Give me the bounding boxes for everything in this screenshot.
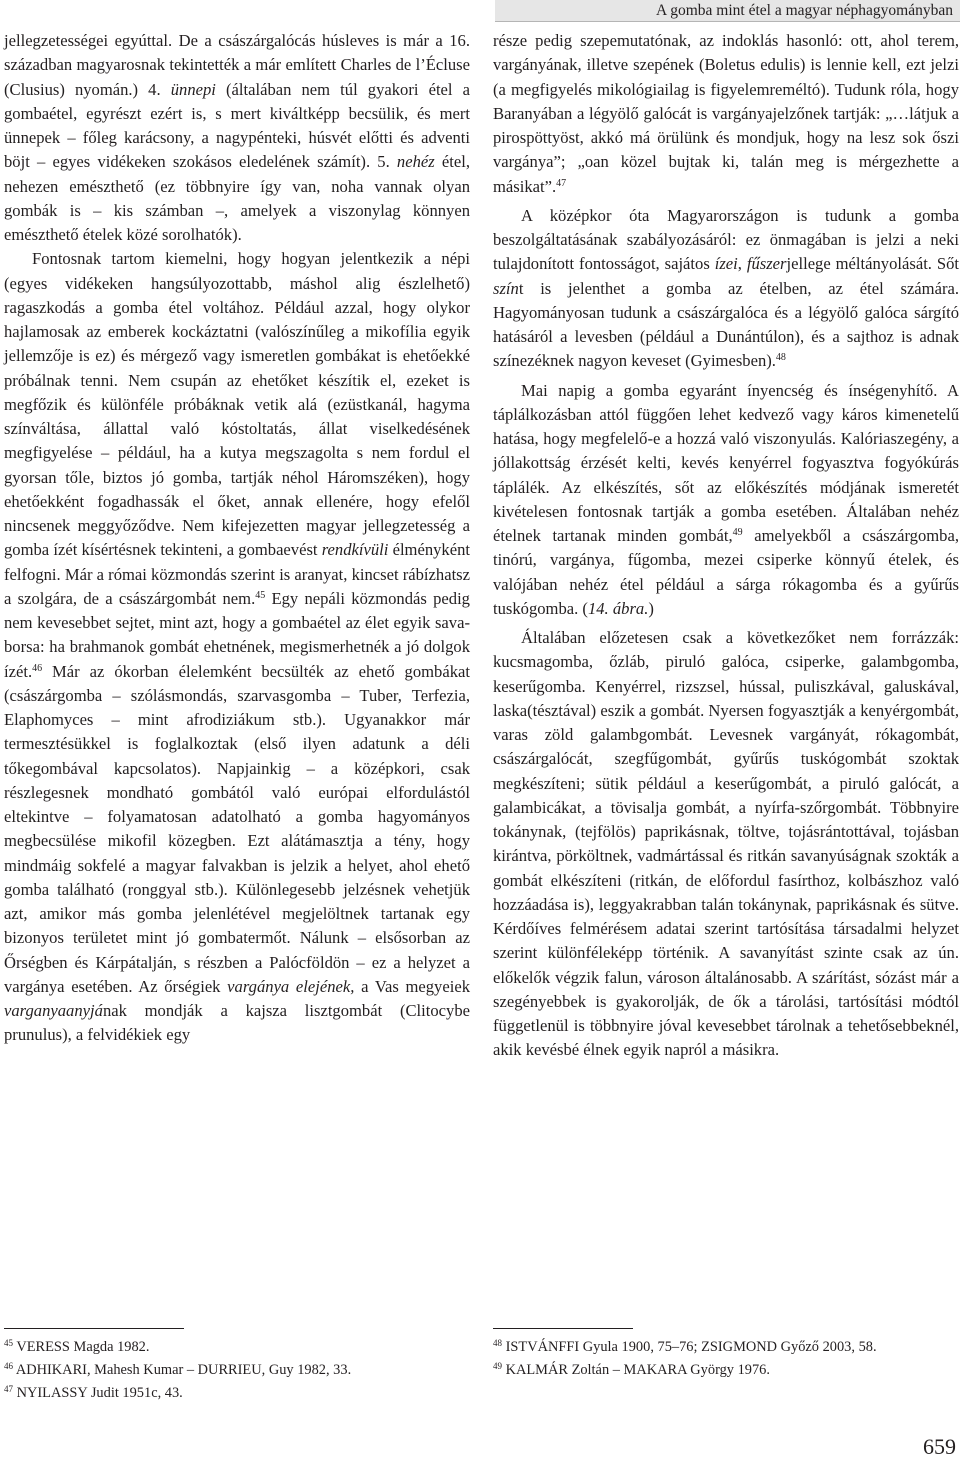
footnote: $^{45}$ VERESS Magda 1982. — [4, 1338, 150, 1355]
paragraph: Mai napig a gomba egyaránt ínyencség és ínségenyhítő. A táplálkozásban attól függően lehet kedvező vagy káros kimenetelű hatása, hogy megfelelő-e a hozzá való viszonyulás. Kalóriaszegény, a jóllakottság érzését kelti, kevés kenyérrel fogyasztva fogyókúrás táplálék. Az elkészítés, sőt az előkészítés módjának ismeretét kivételesen fontosnak tartják a gomba esetében. Általában nehéz ételnek tartanak minden gombát,$^{49}$ amelyekből a császárgomba, tinórú, vargánya, fűgomba, mezei csiperke könnyű ételek, és valójában nehéz étel például a sárga rókagomba és a gyűrűs tuskógomba. (14. ábra.) — [493, 380, 959, 618]
footnote: $^{47}$ NYILASSY Judit 1951c, 43. — [4, 1384, 183, 1401]
footnote-ref[interactable]: 45 — [255, 589, 266, 601]
footnote: $^{49}$ KALMÁR Zoltán – MAKARA György 1976. — [493, 1361, 770, 1378]
footnote-ref[interactable]: 49 — [732, 527, 743, 538]
paragraph: Fontosnak tartom kiemelni, hogy hogyan jelentkezik a népi (egyes vidékeken hangsúlyozottabb, máshol alig észlelhető) ragaszkodás a gomba étel voltához. Például azzal, hogy olykor hajlamosak az emberek kockáztatni (valószínűleg a mikofília egyik jellemzője is ez) és mérgező vagy ismeretlen gombákat is ehetőekké próbálnak tenni. Nem csupán az ehetőket készítik el, ezeket is megfőzik és különféle próbáknak vetik alá (ezüstkanál, hagyma színváltása, állattal való kóstoltatás, állat viselkedésének megfigyelése – például, ha a kutya megszagolta s nem fordul el gyorsan tőle, biztos jó gomba, tartják néhol Háromszéken), hogy ehetőekként fogadhassák el őket, annak ellenére, hogy efelől nincsenek meggyőződve. Nem kifejezetten magyar jellegzetesség a gomba ízét kísértésnek tekinteni, a gombaevést rendkívüli élményként felfogni. Már a római közmondás szerint is aranyat, kincset rábízhatsz a szolgára, de a császárgombát nem.$^{45}$ Egy nepáli közmondás pedig nem kevesebbet sejtet, mint azt, hogy a gombaétel az élet egyik sava-borsa: ha brahmanok gombát ehetnének, megismerhetnék a jó dolgok ízét.$^{46}$ Már az ókorban élelemként becsülték az ehető gombákat (császárgomba – szólásmondás, szarvasgomba – Tuber, Terfezia, Elaphomyces – mint afrodiziákum stb.). Ugyanakkor már termesztésükkel is foglalkoztak (első ilyen adatunk a déli tőkegombával kapcsolatos). Napjainkig – a középkori, csak részlegesnek mondható gombától való európai elfordulástól eltekintve – folyamatosan adatolható a gomba hagyományos megbecsülése mikofil közegben. Ezt alátámasztja a tény, hogy mindmáig sokfelé a magyar falvakban is jelzik a helyet, ahol ehető gomba található (ronggyal stb.). Különlegesebb jelzésnek vehetjük azt, amikor más gomba jelenlétével megjelöltnek tartanak egy bizonyos területet mint jó gombatermőt. Nálunk – elsősorban az Őrségben és Kárpátalján, s részben a Palócföldön – ez a helyzet a vargánya esetében. Az őrségiek vargánya elejének, a Vas megyeiek varganyaanyjának mondják a kajsza lisztgombát (Clitocybe prunulus), a felvidékiek egy — [4, 249, 470, 1045]
footnote-rule — [4, 1328, 184, 1329]
running-head: A gomba mint étel a magyar néphagyományban — [495, 0, 960, 22]
footnote-ref[interactable]: 46 — [32, 662, 43, 674]
footnote: $^{48}$ ISTVÁNFFI Gyula 1900, 75–76; ZSIGMOND Győző 2003, 58. — [493, 1338, 877, 1355]
footnote-ref[interactable]: 47 — [556, 177, 567, 189]
paragraph: része pedig szepemutatónak, az indoklás hasonló: ott, ahol terem, vargányának, illetve szepének (Boletus edulis) is lennie kell, ezt jelzi (a megfigyelés mikológiailag is figyelemreméltó). Tudunk róla, hogy Baranyában a légyölő galócát is vargányajelzőnek tartják: „…látjuk a pirospöttyöst, akkó má örülünk és mondjuk, hogy na lesz sok őszi vargánya”; „oan közel bujtak ki, talán meg is mérgezhette a másikat”.$^{47}$ — [493, 31, 959, 196]
footnotes-right — [493, 1328, 959, 1382]
page-number: 659 — [923, 1434, 956, 1459]
left-column — [4, 29, 470, 1048]
right-column — [493, 29, 959, 1063]
paragraph: A középkor óta Magyarországon is tudunk a gomba beszolgáltatásának szabályozásáról: ez önmagában is jelzi a neki tulajdonított fontosságot, sajátos ízei, fűszerjellege méltányolását. Sőt színt is jelenthet a gomba az ételben, az étel számára. Hagyományosan tudunk a császárgalóca és a légyölő galóca sárgító hatásáról a levesben (például a Dunántúlon), és a sajthoz is adnak színezéknek nagyon keveset (Gyimesben).$^{48}$ — [493, 205, 960, 371]
footnote-rule — [493, 1328, 633, 1329]
footnote-ref[interactable]: 48 — [775, 352, 786, 364]
paragraph: Általában előzetesen csak a következőket nem forrázzák: kucsmagomba, őzláb, piruló galóca, csiperke, galambgomba, keserűgomba. Kenyérrel, rizszsel, hússal, puliszkával, galuskával, laska(tésztával) eszik a gombát. Nyersen fogyasztják a kenyérgombát, varas zöld galambgombát. Levesnek vargányát, rókagombát, császárgalócát, szegfűgombát, gyűrűs tuskógombát szoktak megkészíteni; sütik például a keserűgombát, a piruló galócát, a galambicákat, a tövisalja gombát, a nyírfa-szőrgombát. Többnyire tokánynak, (tejfölös) paprikásnak, töltve, tojásrántottával, tojásban kirántva, pörköltnek, vadmártással és ritkán savanyúságnak szokták a gombát elkészíteni (ritkán, de előfordul fasírthoz, kolbászhoz való hozzáadása is), leggyakrabban talán tokánynak, paprikásnak és sütve. Kérdőíves felmérésem adatai szerint tartósítása társadalmi helyzet szerint különféleképp történik. A savanyítást szinte csak az ún. előkelők végzik falun, városon általánosabb. A szárítást, sózást már a szegényebbek is gyakorolják, de ők a tárolási, tartósítási módtól függetlenül is többnyire jóval kevesebbet tárolnak a tehetősebbeknél, akik kevésbé élnek egyik napról a másikra. — [493, 628, 959, 1060]
footnotes-left — [4, 1328, 470, 1405]
paragraph: jellegzetességei egyúttal. De a császárgalócás húsleves is már a 16. században magyarosnak tekintették a már említett Charles de l’Écluse (Clusius) nyomán.) 4. ünnepi (általában nem túl gyakori étel a gombaétel, egyrészt ezért is, s mert kiváltképp becsülik, és mert ünnepek – főleg karácsony, a nagypénteki, húsvét előtti és adventi böjt – egyes vidékeken szokásos eledelének számít). 5. nehéz étel, nehezen emészthető (ez többnyire így van, noha vannak olyan gombák is – kis számban –, amelyek a viszonylag könnyen emészthető ételek közé sorolhatók). — [4, 31, 471, 244]
footnote: $^{46}$ ADHIKARI, Mahesh Kumar – DURRIEU, Guy 1982, 33. — [4, 1361, 352, 1378]
